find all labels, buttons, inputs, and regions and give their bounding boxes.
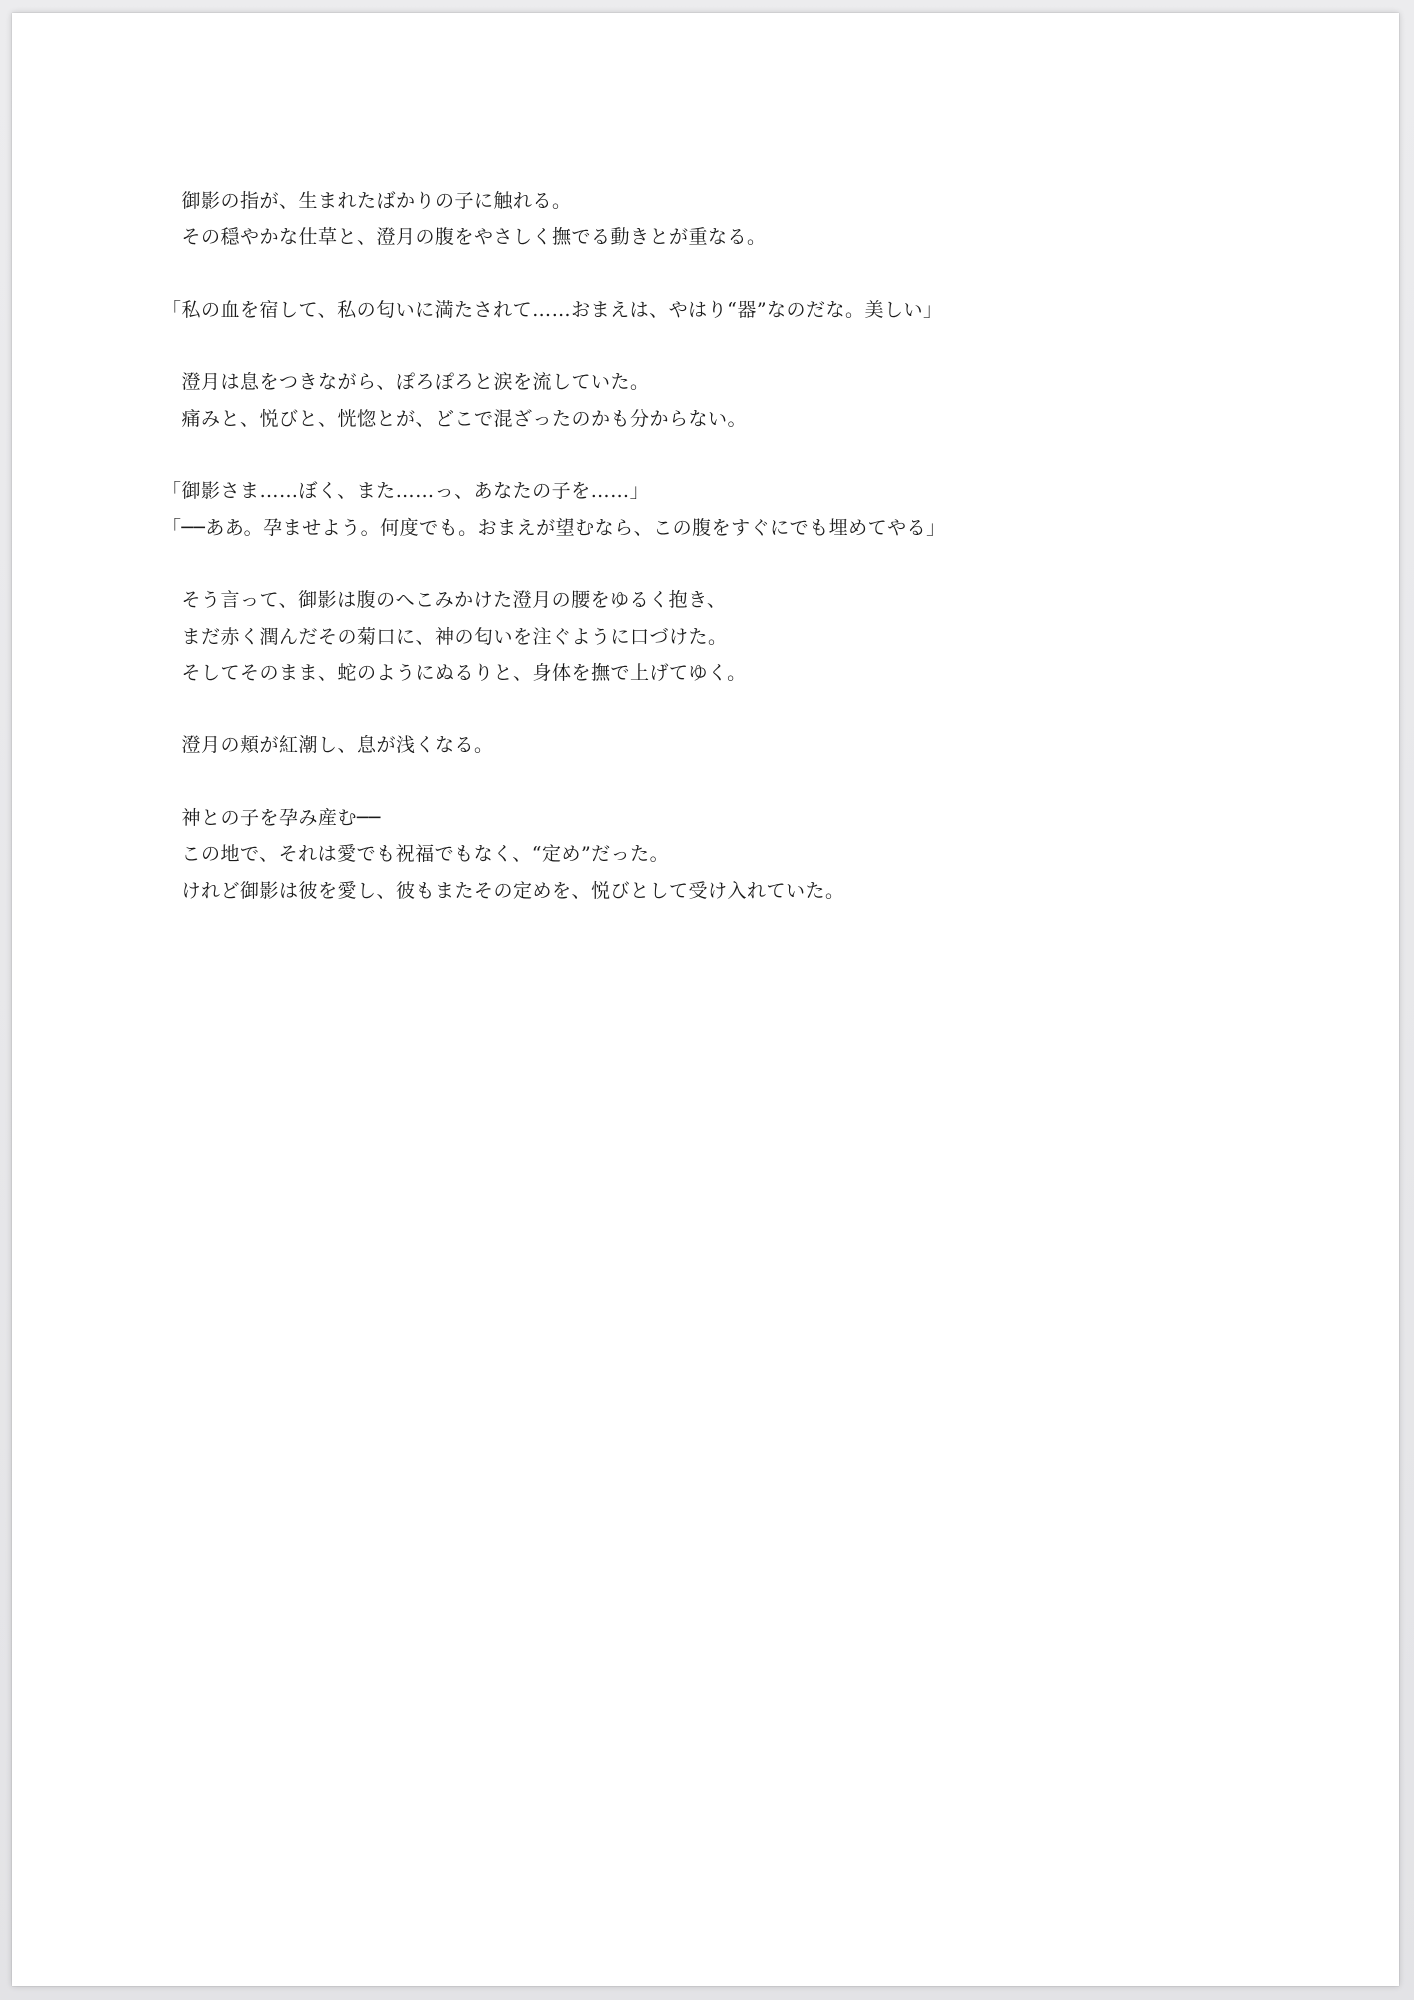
paragraph-gap <box>162 764 1312 800</box>
text-line: 「──ああ。孕ませよう。何度でも。おまえが望むなら、この腹をすぐにでも埋めてやる」 <box>162 516 946 539</box>
document-page <box>12 13 1399 1986</box>
text-line: 「私の血を宿して、私の匂いに満たされて……おまえは、やはり“器”なのだな。美しい」 <box>162 298 943 321</box>
paragraph-gap <box>162 437 1312 473</box>
paragraph-gap <box>162 546 1312 582</box>
text-line: 痛みと、悦びと、恍惚とが、どこで混ざったのかも分からない。 <box>162 407 748 430</box>
text-line: けれど御影は彼を愛し、彼もまたその定めを、悦びとして受け入れていた。 <box>162 879 845 902</box>
text-line: まだ赤く潤んだその菊口に、神の匂いを注ぐように口づけた。 <box>162 625 728 648</box>
text-line: 御影の指が、生まれたばかりの子に触れる。 <box>162 190 572 212</box>
text-line: そしてそのまま、蛇のようにぬるりと、身体を撫で上げてゆく。 <box>162 661 747 684</box>
text-line: 「御影さま……ぼく、また……っ、あなたの子を……」 <box>162 480 650 503</box>
text-line: そう言って、御影は腹のへこみかけた澄月の腰をゆるく抱き、 <box>162 589 727 612</box>
paragraph-gap <box>162 256 1312 292</box>
text-line: 澄月の頬が紅潮し、息が浅くなる。 <box>162 734 494 757</box>
text-line: 神との子を孕み産む── <box>162 807 381 830</box>
text-line: この地で、それは愛でも祝福でもなく、“定め”だった。 <box>162 843 670 866</box>
paragraph-gap <box>162 691 1312 727</box>
text-line: 澄月は息をつきながら、ぽろぽろと涙を流していた。 <box>162 371 650 394</box>
paragraph-gap <box>162 328 1312 364</box>
body-text <box>162 183 1312 909</box>
text-line: その穏やかな仕草と、澄月の腹をやさしく撫でる動きとが重なる。 <box>162 226 767 249</box>
